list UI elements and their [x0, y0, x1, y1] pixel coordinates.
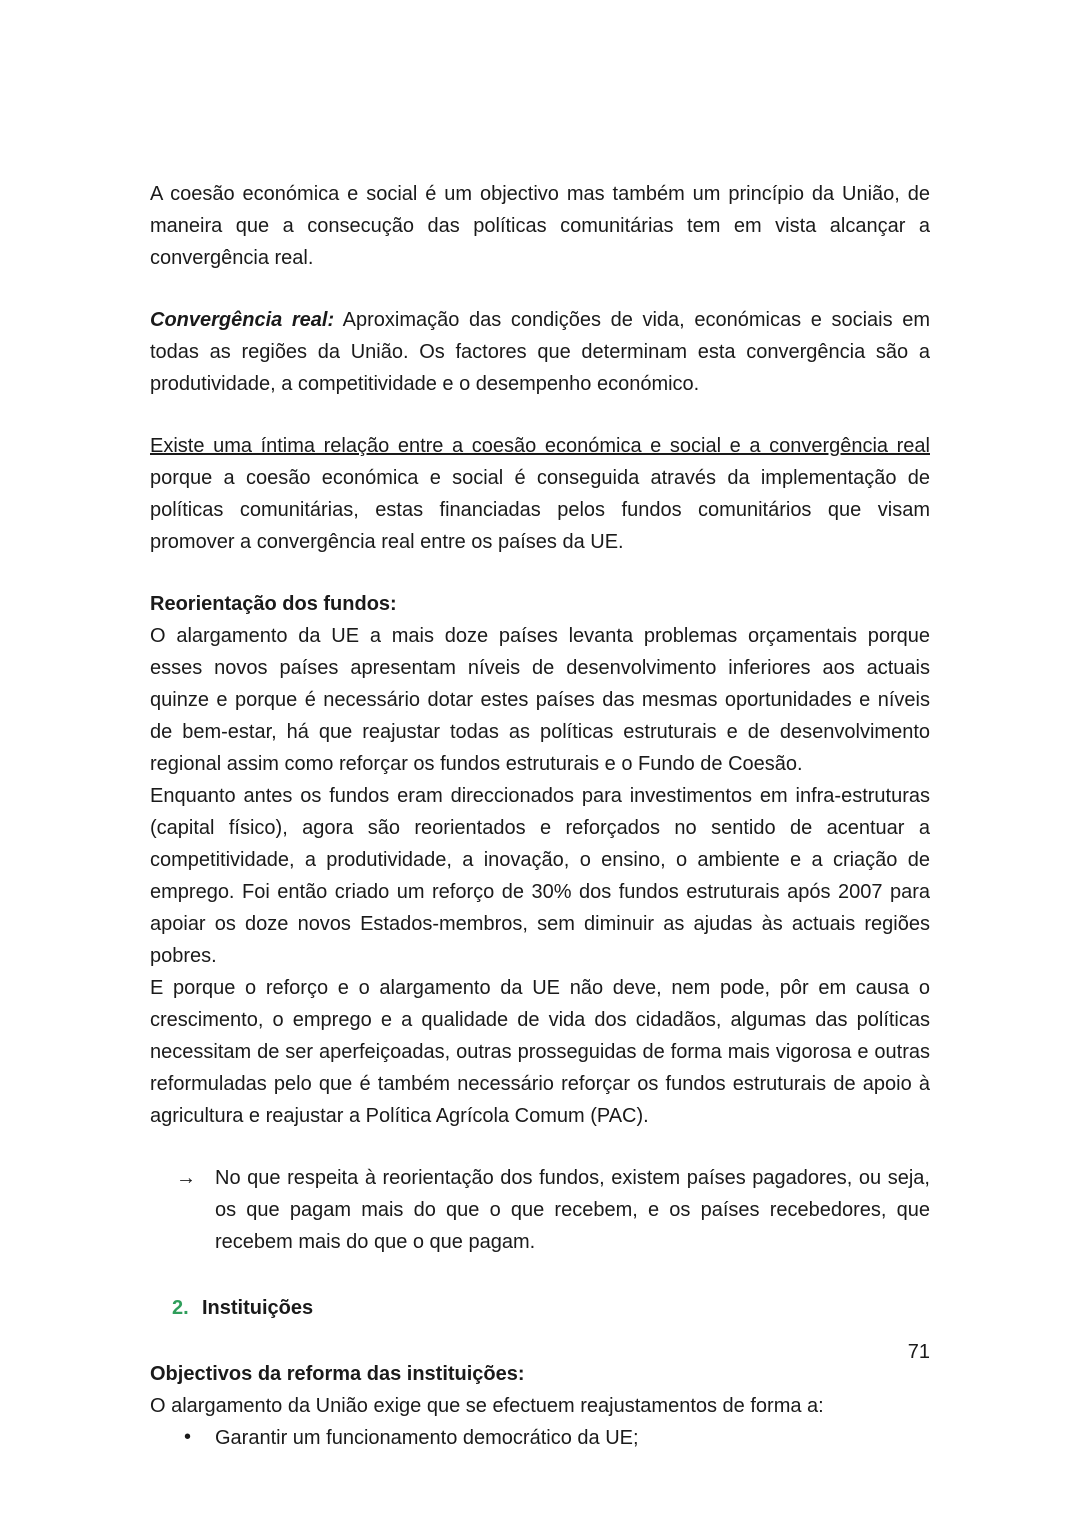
section-number: 2. [172, 1297, 189, 1319]
paragraph-objectivos-intro: O alargamento da União exige que se efectuem reajustamentos de forma a: [150, 1395, 824, 1417]
bullet-list-item [150, 1422, 930, 1454]
paragraph-intro: A coesão económica e social é um objectivo mas também um princípio da União, de maneira que a consecução das políticas comunitárias tem em vista alcançar a convergência real. [150, 183, 930, 269]
arrow-item-text: No que respeita à reorientação dos fundos, existem países pagadores, ou seja, os que pagam mais do que o que recebem, e os países recebedores, que recebem mais do que o que pagam. [215, 1167, 930, 1253]
paragraph-alargamento-ue: O alargamento da UE a mais doze países levanta problemas orçamentais porque esses novos países apresentam níveis de desenvolvimento inferiores aos actuais quinze e porque é necessário dotar estes países das mesmas oportunidades e níveis de bem-estar, há que reajustar todas as políticas estruturais e de desenvolvimento regional assim como reforçar os fundos estruturais e o Fundo de Coesão. [150, 625, 930, 775]
page-number: 71 [907, 1341, 930, 1363]
paragraph-relacao [150, 430, 930, 558]
bullet-icon: • [184, 1426, 192, 1448]
heading-objectivos-reforma: Objectivos da reforma das instituições: [150, 1363, 525, 1385]
section-title: Instituições [202, 1297, 314, 1319]
paragraph-convergencia-real [150, 304, 930, 400]
relacao-underlined-text: Existe uma íntima relação entre a coesão económica e social e a convergência real [150, 435, 930, 457]
convergencia-real-definition: Aproximação das condições de vida, económicas e sociais em todas as regiões da União. Os factores que determinam esta convergência são a produtividade, a competitividade e o desempenho económico. [150, 309, 930, 395]
paragraph-enquanto-fundos: Enquanto antes os fundos eram direccionados para investimentos em infra-estruturas (capital físico), agora são reorientados e reforçados no sentido de acentuar a competitividade, a produtividade, a inovação, o ensino, o ambiente e a criação de emprego. Foi então criado um reforço de 30% dos fundos estruturais após 2007 para apoiar os doze novos Estados-membros, sem diminuir as ajudas às actuais regiões pobres. [150, 785, 930, 967]
heading-reorientacao-fundos: Reorientação dos fundos: [150, 593, 397, 615]
arrow-list-item [150, 1162, 930, 1258]
section-heading-instituicoes [150, 1292, 930, 1324]
relacao-rest-text: porque a coesão económica e social é conseguida através da implementação de políticas comunitárias, estas financiadas pelos fundos comunitários que visam promover a convergência real entre os países da UE. [150, 467, 930, 553]
document-body [150, 178, 930, 1454]
convergencia-real-term: Convergência real: [150, 309, 335, 331]
bullet-item-text: Garantir um funcionamento democrático da UE; [215, 1427, 639, 1449]
paragraph-e-porque-reforco: E porque o reforço e o alargamento da UE não deve, nem pode, pôr em causa o crescimento, o emprego e a qualidade de vida dos cidadãos, algumas das políticas necessitam de ser aperfeiçoadas, outras prosseguidas de forma mais vigorosa e outras reformuladas pelo que é também necessário reforçar os fundos estruturais de apoio à agricultura e reajustar a Política Agrícola Comum (PAC). [150, 977, 930, 1127]
arrow-icon: → [176, 1167, 196, 1189]
